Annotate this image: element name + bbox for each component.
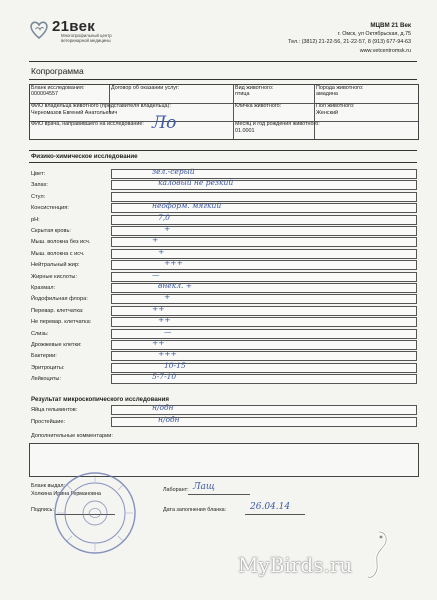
physchem-row-value: 10-15 [164, 360, 186, 370]
physchem-row-value: + [158, 246, 165, 256]
physchem-row-label: pH: [31, 216, 40, 223]
bird-watermark-icon [355, 528, 395, 580]
physchem-row [29, 317, 417, 326]
physchem-row [29, 260, 417, 269]
physchem-row-label: Цвет: [31, 171, 46, 177]
physchem-row [29, 283, 417, 292]
physchem-row [29, 246, 417, 258]
lab-signature: Лащ [193, 482, 215, 492]
physchem-row [29, 340, 417, 349]
physchem-row-label: Жирные кислоты: [31, 273, 77, 280]
physchem-row-value: +++ [164, 258, 183, 268]
physchem-row-value-cell [111, 246, 417, 259]
physchem-row-value: ++ [152, 303, 165, 313]
signature-label: Подпись: [31, 507, 54, 513]
center-name: МЦВМ 21 Век [370, 22, 411, 29]
physchem-row-value-cell [111, 283, 417, 293]
date-label: Дата заполнения бланка: [163, 507, 227, 513]
physchem-row-value: внекл. + [158, 281, 193, 290]
physchem-row-value-cell [111, 180, 417, 190]
issuer-name: Холкина Ирина Германовна [31, 491, 101, 497]
physchem-row [29, 212, 417, 224]
physchem-row-value: каловый не резкий [158, 178, 234, 188]
physchem-row-value-cell [111, 212, 417, 225]
micro-row-label: Простейшие: [31, 419, 66, 425]
physchem-row-label: Не перевар. клетчатка: [31, 319, 92, 326]
physchem-row-label: Дрожжевые клетки: [31, 342, 82, 348]
physchem-row-value-cell [111, 269, 417, 282]
physchem-row-label: Мыш. волокна без исч. [31, 239, 91, 246]
physchem-row-value: — [152, 269, 160, 279]
heart-logo-icon [28, 18, 50, 40]
physchem-row [29, 226, 417, 235]
breed-label: Порода животного: [316, 85, 364, 91]
physchem-row-value: + [152, 235, 159, 245]
issued-by-label: Бланк выдал: [31, 483, 65, 489]
birth-label: Месяц и год рождения животного: [235, 121, 320, 127]
center-website: www.vetcentromsk.ru [359, 48, 411, 54]
micro-row-value-cell [111, 405, 417, 415]
center-address: г. Омск, ул Октябрьская, д.75 [337, 31, 411, 37]
sex-value: Женский [316, 110, 338, 116]
sex-label: Пол животного: [316, 103, 355, 109]
physchem-row-value: 5-7-10 [152, 372, 177, 382]
lab-label: Лаборант: [163, 487, 189, 493]
physchem-row-label: Слизь: [31, 330, 49, 337]
date-value: 26.04.14 [250, 502, 291, 512]
physchem-row [29, 169, 417, 178]
micro-row-value: н/обн [158, 415, 180, 424]
physchem-row [29, 374, 417, 383]
physchem-section-title: Физико-химическое исследование [31, 153, 138, 160]
form-number-value: 000004557 [31, 91, 58, 97]
physchem-row-value: + [164, 292, 171, 302]
logo-text: 21век [52, 18, 96, 35]
physchem-row [29, 192, 417, 201]
center-phones: Тел.: (3812) 21-22-56, 21-22-57, 8 (913) 677-94-63 [288, 39, 411, 45]
species-value: птица [235, 91, 250, 97]
logo-subtitle: Многопрофильный центр ветеринарной медицины [61, 33, 112, 43]
physchem-row [29, 180, 417, 189]
physchem-row [29, 269, 417, 281]
micro-row-value: н/обн [152, 403, 174, 412]
physchem-row-value: зел.-серый [152, 167, 195, 176]
physchem-row-value: ++ [152, 338, 165, 347]
physchem-row-label: Стул: [31, 193, 46, 200]
physchem-row-label: Нейтральный жир: [31, 262, 80, 269]
physchem-row-value-cell [111, 340, 417, 350]
physchem-row [29, 303, 417, 315]
physchem-row-value-cell [111, 237, 417, 247]
contract-label: Договор об оказании услуг: [111, 85, 180, 91]
physchem-row-value: + [164, 224, 171, 233]
physchem-row-label: Консистенция: [31, 205, 69, 212]
physchem-row-value: +++ [158, 349, 177, 359]
physchem-row [29, 360, 417, 372]
physchem-row-value-cell [111, 317, 417, 327]
physchem-row-value-cell [111, 351, 417, 361]
physchem-row-value: — [164, 326, 172, 336]
physchem-row-label: Перевар. клетчатка: [31, 307, 84, 314]
comments-label: Дополнительные комментарии: [31, 433, 113, 439]
breed-value: амадина [316, 91, 338, 97]
physchem-row-value-cell [111, 374, 417, 384]
round-stamp-icon [52, 470, 138, 556]
physchem-row-value: неоформ. мягкий [152, 201, 222, 211]
physchem-row-value-cell [111, 169, 417, 179]
micro-row [29, 405, 417, 414]
physchem-row [29, 351, 417, 360]
form-number-label: Бланк исследования: [31, 85, 85, 91]
physchem-row-label: Бактерии: [31, 353, 57, 360]
micro-section-title: Результат микроскопического исследования [31, 396, 170, 403]
physchem-row-label: Мыш. волокна с исч. [31, 250, 85, 257]
physchem-row [29, 294, 417, 303]
micro-row [29, 417, 417, 426]
physchem-row-label: Крахмал: [31, 285, 56, 291]
doctor-label: ФИО врача, направившего на исследование: [31, 121, 144, 127]
watermark-text: MyBirds.ru [238, 553, 353, 577]
physchem-row-value-cell [111, 303, 417, 316]
physchem-row [29, 237, 417, 246]
page-title: Копрограмма [31, 66, 84, 76]
physchem-row-value-cell [111, 203, 417, 213]
physchem-row-label: Эритроциты: [31, 364, 65, 371]
micro-row-label: Яйца гельминтов: [31, 407, 78, 413]
nickname-label: Кличка животного: [235, 103, 282, 109]
physchem-row [29, 326, 417, 338]
physchem-row-label: Йодофильная флора: [31, 296, 88, 303]
physchem-row-label: Запах: [31, 182, 48, 189]
owner-label: ФИО владельца животного (представителя владельца): [31, 103, 171, 109]
physchem-row [29, 203, 417, 212]
physchem-row-value: ++ [158, 315, 171, 325]
birth-value: 01.0001 [235, 128, 255, 134]
micro-row-value-cell [111, 417, 417, 427]
physchem-row-value: 7,0 [158, 212, 170, 222]
owner-value: Черномазов Евгений Анатольевич [31, 110, 118, 116]
physchem-row-label: Лейкоциты: [31, 376, 61, 383]
doctor-signature: Ло [152, 113, 177, 133]
species-label: Вид животного: [235, 85, 274, 91]
physchem-row-label: Скрытая кровь: [31, 228, 71, 234]
